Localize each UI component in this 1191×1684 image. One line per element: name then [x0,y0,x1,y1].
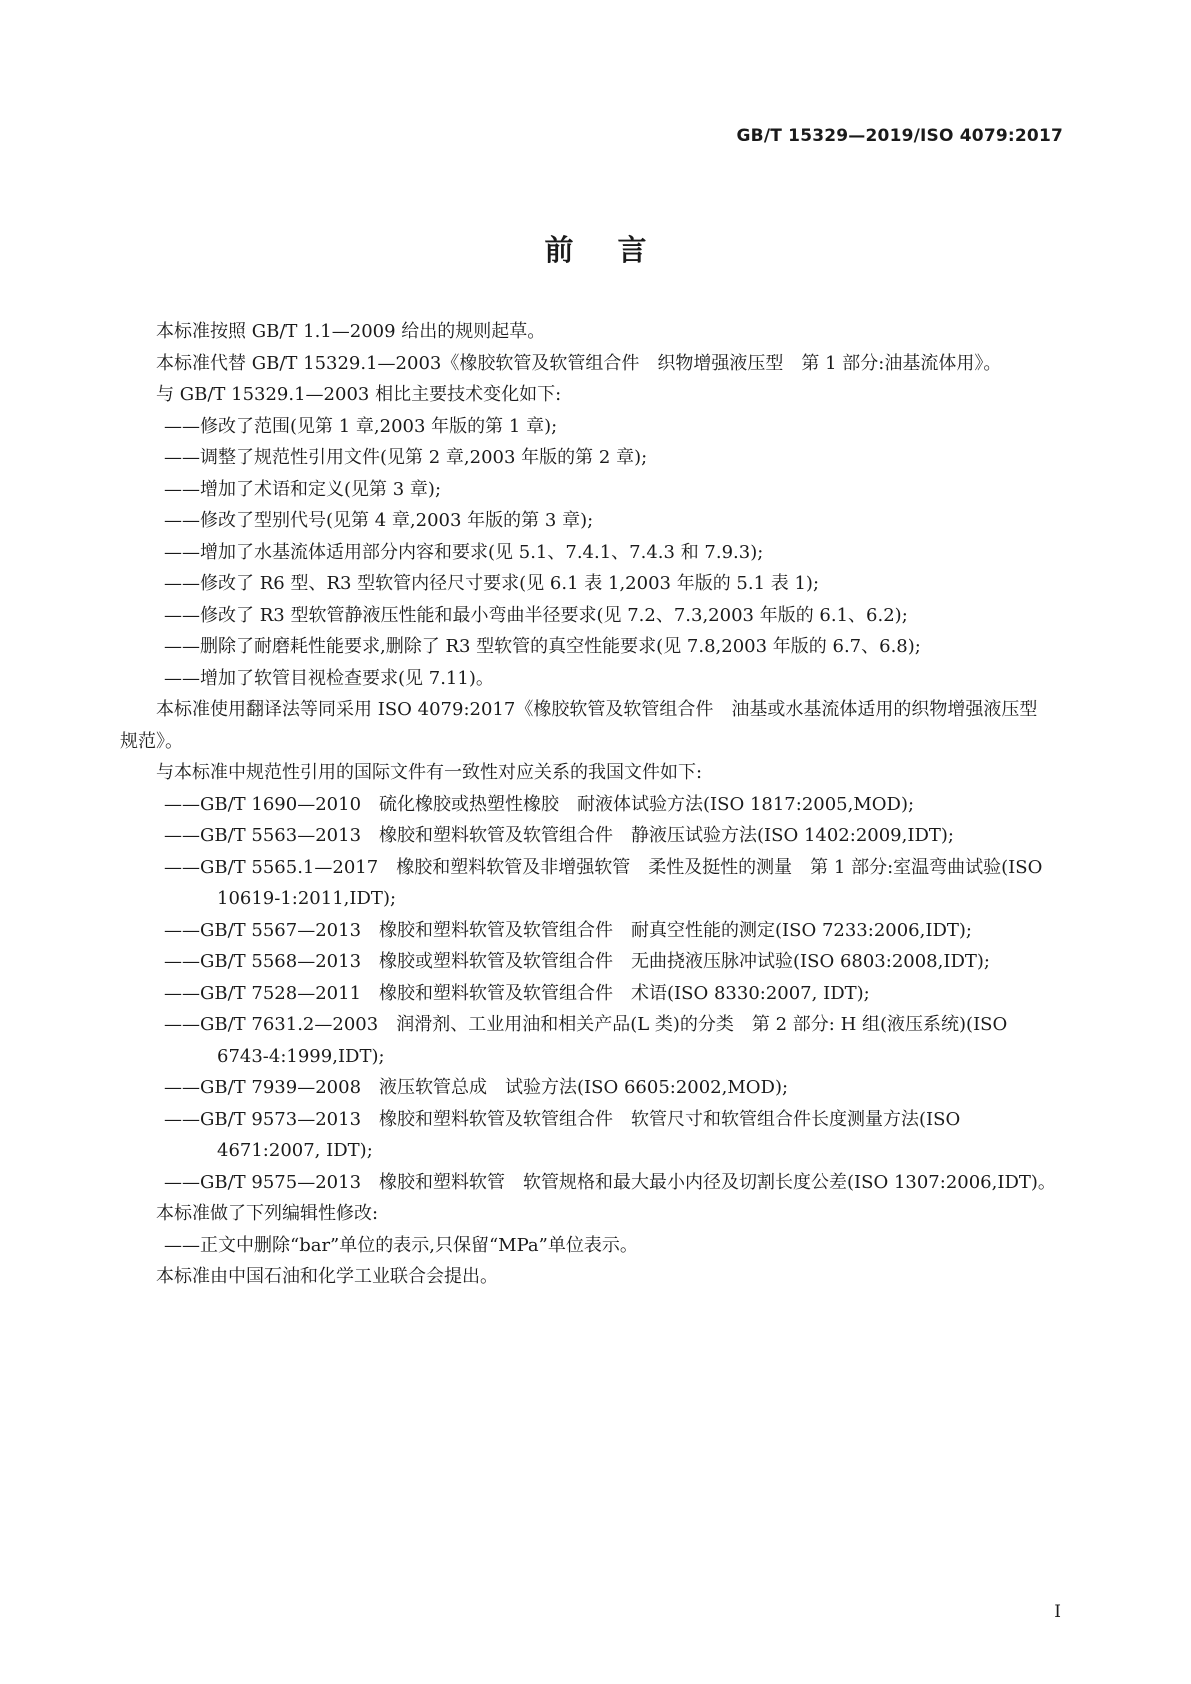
paragraph: 本标准做了下列编辑性修改: [156,1203,379,1224]
list-item: ——删除了耐磨耗性能要求,删除了 R3 型软管的真空性能要求(见 7.8,2003 年版的 6.7、6.8); [164,636,921,657]
paragraph: 本标准代替 GB/T 15329.1—2003《橡胶软管及软管组合件 织物增强液压型 第 1 部分:油基流体用》。 [156,352,1002,374]
paragraph: 本标准由中国石油和化学工业联合会提出。 [156,1266,498,1287]
list-item: ——正文中删除“bar”单位的表示,只保留“MPa”单位表示。 [164,1234,638,1256]
list-item: ——修改了 R6 型、R3 型软管内径尺寸要求(见 6.1 表 1,2003 年版的 5.1 表 1); [164,573,820,594]
list-item: ——增加了术语和定义(见第 3 章); [164,478,442,500]
list-item: ——增加了软管目视检查要求(见 7.11)。 [164,667,494,689]
list-item: ——GB/T 9575—2013 橡胶和塑料软管 软管规格和最大最小内径及切割长度公差(ISO 1307:2006,IDT)。 [164,1171,1056,1193]
list-item: ——GB/T 5567—2013 橡胶和塑料软管及软管组合件 耐真空性能的测定(ISO 7233:2006,IDT); [164,919,972,941]
paragraph: 与本标准中规范性引用的国际文件有一致性对应关系的我国文件如下: [156,762,703,783]
list-item: ——GB/T 9573—2013 橡胶和塑料软管及软管组合件 软管尺寸和软管组合件长度测量方法(ISO 4671:2007, IDT); [164,1108,961,1161]
paragraph: 本标准使用翻译法等同采用 ISO 4079:2017《橡胶软管及软管组合件 油基或水基流体适用的织物增强液压型 规范》。 [120,699,1056,752]
foreword-body [120,316,1057,1293]
list-item: ——增加了水基流体适用部分内容和要求(见 5.1、7.4.1、7.4.3 和 7.9.3); [164,541,764,563]
list-item: ——GB/T 7939—2008 液压软管总成 试验方法(ISO 6605:2002,MOD); [164,1077,789,1098]
list-item: ——GB/T 7528—2011 橡胶和塑料软管及软管组合件 术语(ISO 8330:2007, IDT); [164,982,870,1004]
list-item: ——GB/T 7631.2—2003 润滑剂、工业用油和相关产品(L 类)的分类 第 2 部分: H 组(液压系统)(ISO 6743-4:1999,IDT); [164,1014,1008,1067]
list-item: ——GB/T 1690—2010 硫化橡胶或热塑性橡胶 耐液体试验方法(ISO 1817:2005,MOD); [164,793,915,815]
paragraph: 与 GB/T 15329.1—2003 相比主要技术变化如下: [156,384,562,405]
standard-code: GB/T 15329—2019/ISO 4079:2017 [736,126,1063,146]
list-item: ——修改了型别代号(见第 4 章,2003 年版的第 3 章); [164,510,594,531]
list-item: ——GB/T 5563—2013 橡胶和塑料软管及软管组合件 静液压试验方法(ISO 1402:2009,IDT); [164,825,954,846]
page-number: I [1054,1602,1061,1622]
page-title: 前言 [544,233,691,267]
paragraph: 本标准按照 GB/T 1.1—2009 给出的规则起草。 [156,321,546,342]
list-item: ——修改了范围(见第 1 章,2003 年版的第 1 章); [164,415,558,437]
list-item: ——GB/T 5568—2013 橡胶或塑料软管及软管组合件 无曲挠液压脉冲试验(ISO 6803:2008,IDT); [164,951,990,972]
list-item: ——GB/T 5565.1—2017 橡胶和塑料软管及非增强软管 柔性及挺性的测量 第 1 部分:室温弯曲试验(ISO 10619-1:2011,IDT); [164,856,1043,909]
list-item: ——调整了规范性引用文件(见第 2 章,2003 年版的第 2 章); [164,447,648,468]
list-item: ——修改了 R3 型软管静液压性能和最小弯曲半径要求(见 7.2、7.3,2003 年版的 6.1、6.2); [164,604,908,626]
